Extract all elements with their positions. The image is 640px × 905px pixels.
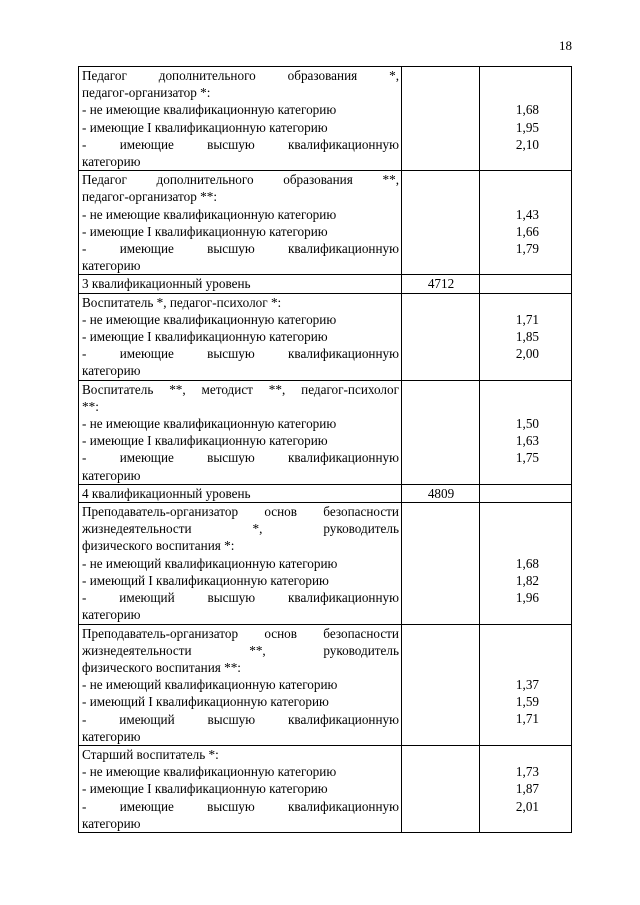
coefficients-cell — [480, 67, 572, 171]
coefficient-spacer — [483, 188, 539, 205]
category-label: - имеющие высшую квалификационную — [82, 136, 399, 152]
position-description — [79, 171, 402, 275]
position-title-line: Преподаватель-организатор основ безопасности — [82, 625, 399, 641]
coefficient-value: 1,71 — [515, 711, 539, 727]
position-title-line: педагог-организатор *: — [82, 85, 211, 101]
position-row — [79, 380, 572, 484]
category-label: - имеющие I квалификационную категорию — [82, 781, 328, 797]
position-row — [79, 745, 572, 832]
coefficient-spacer — [483, 659, 539, 676]
coefficient-value: 1,79 — [515, 241, 539, 256]
category-label: - имеющий I квалификационную категорию — [82, 694, 329, 710]
coefficient-value: 2,00 — [515, 346, 539, 362]
qualification-level-row — [79, 484, 572, 502]
position-title-line: жизнедеятельности **, руководитель — [82, 642, 399, 658]
coefficient-value: 1,96 — [515, 590, 539, 606]
position-title-line: Воспитатель *, педагог-психолог *: — [82, 294, 282, 310]
category-label: - имеющие высшую квалификационную — [82, 798, 399, 814]
position-title-line: педагог-организатор **: — [82, 189, 217, 205]
position-title-line: **: — [82, 398, 99, 414]
category-label: - имеющие высшую квалификационную — [82, 450, 399, 466]
position-description — [79, 503, 402, 624]
coefficient-spacer — [483, 294, 539, 311]
category-label: - имеющие I квалификационную категорию — [82, 329, 328, 345]
category-label: категорию — [82, 728, 141, 744]
coefficient-value: 1,50 — [515, 416, 539, 432]
coefficient-spacer — [483, 67, 539, 84]
coefficient-value: 1,95 — [515, 119, 539, 135]
coefficient-value: 2,10 — [515, 136, 539, 152]
position-description — [79, 67, 402, 171]
category-label: - имеющие I квалификационную категорию — [82, 223, 328, 239]
coefficient-value: 2,01 — [515, 798, 539, 814]
category-label: - имеющие высшую квалификационную — [82, 346, 399, 362]
coefficient-value: 1,63 — [515, 433, 539, 449]
position-description — [79, 380, 402, 484]
position-row — [79, 624, 572, 745]
coefficient-value: 1,59 — [515, 694, 539, 710]
coefficient-spacer — [483, 381, 539, 398]
category-label: - имеющие I квалификационную категорию — [82, 119, 328, 135]
category-label: категорию — [82, 258, 141, 274]
position-title-line: жизнедеятельности *, руководитель — [82, 521, 399, 537]
category-label: - не имеющие квалификационную категорию — [82, 206, 337, 222]
category-label: - не имеющие квалификационную категорию — [82, 416, 337, 432]
position-title-line: физического воспитания *: — [82, 538, 235, 554]
qualification-level-row — [79, 275, 572, 293]
position-row — [79, 171, 572, 275]
category-label: - имеющий высшую квалификационную — [82, 590, 399, 606]
category-label: - имеющие I квалификационную категорию — [82, 433, 328, 449]
position-title-line: Преподаватель-организатор основ безопасности — [82, 504, 399, 520]
category-label: - не имеющие квалификационную категорию — [82, 102, 337, 118]
coefficients-cell — [480, 745, 572, 832]
coefficient-spacer — [483, 398, 539, 415]
coefficient-value: 1,82 — [515, 572, 539, 588]
position-row — [79, 67, 572, 171]
qualification-level-label: 3 квалификационный уровень — [79, 275, 402, 293]
position-title-line: физического воспитания **: — [82, 659, 241, 675]
category-label: - имеющие высшую квалификационную — [82, 241, 399, 257]
coefficient-value: 1,66 — [515, 223, 539, 239]
qualification-level-label: 4 квалификационный уровень — [79, 484, 402, 502]
category-label: категорию — [82, 815, 141, 831]
coefficient-spacer — [483, 503, 539, 520]
coefficients-cell — [480, 503, 572, 624]
category-label: - имеющий высшую квалификационную — [82, 711, 399, 727]
coefficients-cell — [480, 624, 572, 745]
coefficient-spacer — [483, 84, 539, 101]
coefficient-spacer — [483, 746, 539, 763]
coefficient-value: 1,85 — [515, 329, 539, 345]
position-row — [79, 293, 572, 380]
category-label: категорию — [82, 607, 141, 623]
base-salary-cell: 4712 — [402, 275, 480, 293]
empty-salary-cell — [402, 293, 480, 380]
coefficient-spacer — [483, 520, 539, 537]
coefficients-cell — [480, 380, 572, 484]
page-number: 18 — [559, 38, 572, 53]
coefficient-value: 1,68 — [515, 102, 539, 118]
empty-salary-cell — [402, 171, 480, 275]
category-label: - не имеющие квалификационную категорию — [82, 311, 337, 327]
position-title-line: Педагог дополнительного образования *, — [82, 68, 399, 83]
coefficient-value: 1,73 — [515, 764, 539, 780]
empty-salary-cell — [402, 380, 480, 484]
coefficient-value: 1,68 — [515, 555, 539, 571]
position-title-line: Педагог дополнительного образования **, — [82, 172, 399, 188]
position-description — [79, 745, 402, 832]
position-title-line: Старший воспитатель *: — [82, 746, 219, 762]
empty-coefficient-cell — [480, 484, 572, 502]
empty-salary-cell — [402, 745, 480, 832]
position-description — [79, 293, 402, 380]
position-description — [79, 624, 402, 745]
position-title-line: Воспитатель **, методист **, педагог-психолог — [82, 381, 399, 397]
salary-table — [78, 66, 572, 833]
coefficient-value: 1,43 — [515, 206, 539, 222]
base-salary-cell: 4809 — [402, 484, 480, 502]
empty-coefficient-cell — [480, 275, 572, 293]
empty-salary-cell — [402, 503, 480, 624]
coefficients-cell — [480, 293, 572, 380]
empty-salary-cell — [402, 624, 480, 745]
coefficient-value: 1,75 — [515, 450, 539, 466]
salary-table-body — [79, 67, 572, 833]
category-label: - не имеющий квалификационную категорию — [82, 555, 338, 571]
category-label: категорию — [82, 363, 141, 379]
coefficient-spacer — [483, 537, 539, 554]
category-label: - имеющий I квалификационную категорию — [82, 572, 329, 588]
category-label: категорию — [82, 154, 141, 170]
coefficient-value: 1,71 — [515, 311, 539, 327]
position-row — [79, 503, 572, 624]
coefficient-value: 1,37 — [515, 677, 539, 693]
category-label: категорию — [82, 467, 141, 483]
coefficient-spacer — [483, 642, 539, 659]
coefficients-cell — [480, 171, 572, 275]
category-label: - не имеющий квалификационную категорию — [82, 677, 338, 693]
coefficient-spacer — [483, 625, 539, 642]
empty-salary-cell — [402, 67, 480, 171]
coefficient-value: 1,87 — [515, 781, 539, 797]
coefficient-spacer — [483, 171, 539, 188]
category-label: - не имеющие квалификационную категорию — [82, 764, 337, 780]
